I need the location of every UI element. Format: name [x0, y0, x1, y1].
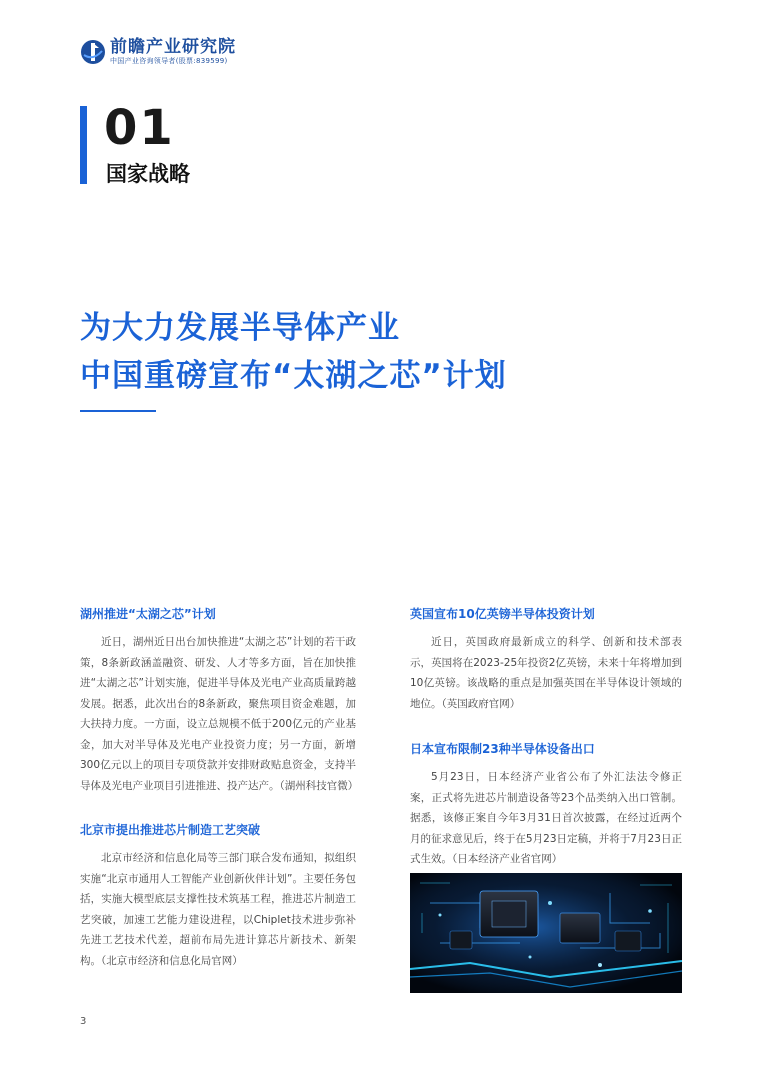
logo-name: 前瞻产业研究院 — [110, 37, 236, 57]
article-body: 近日，英国政府最新成立的科学、创新和技术部表示，英国将在2023-25年投资2亿英镑，未来十年将增加到10亿英镑。该战略的重点是加强英国在半导体设计领域的地位。（英国政府官网） — [410, 636, 682, 710]
section-title: 国家战略 — [106, 162, 190, 186]
page-number: 3 — [80, 1016, 87, 1027]
circuit-board-image — [410, 873, 682, 993]
article-beijing — [80, 822, 356, 971]
logo-icon — [80, 39, 106, 65]
page-headline — [80, 304, 680, 400]
article-body: 近日，湖州近日出台加快推进“太湖之芯”计划的若干政策，8条新政涵盖融资、研发、人才等多方面，旨在加快推进“太湖之芯”计划实施，促进半导体及光电产业高质量跨越发展。据悉，此次出台的8条新政，聚焦项目资金难题，加大扶持力度。一方面，设立总规模不低于200亿元的产业基金，加大对半导体及光电产业投资力度；另一方面，新增300亿元以上的项目专项贷款并安排财政贴息资金，支持半导体及光电产业项目引进推进、投产达产。（湖州科技官微） — [80, 636, 359, 792]
circuit-board-icon — [410, 873, 682, 993]
article-huzhou — [80, 606, 359, 796]
section-number: 01 — [104, 100, 175, 156]
headline-line-2: 中国重磅宣布“太湖之芯”计划 — [80, 358, 507, 394]
logo — [80, 38, 236, 66]
article-body: 5月23日，日本经济产业省公布了外汇法法令修正案，正式将先进芯片制造设备等23个品类纳入出口管制。据悉，该修正案自今年3月31日首次披露，在经过近两个月的征求意见后，终于在5月23日定稿，并将于7月23日正式生效。（日本经济产业省官网） — [410, 771, 682, 865]
article-body: 北京市经济和信息化局等三部门联合发布通知，拟组织实施“北京市通用人工智能产业创新伙伴计划”。主要任务包括，实施大模型底层支撑性技术筑基工程，推进芯片制造工艺突破，加速工艺能力建设进程，以Chiplet技术进步弥补先进工艺技术代差，超前布局先进计算芯片新技术、新架构。（北京市经济和信息化局官网） — [80, 852, 356, 967]
article-japan — [410, 741, 682, 870]
headline-line-1: 为大力发展半导体产业 — [80, 310, 400, 346]
article-uk — [410, 606, 682, 714]
article-title: 湖州推进“太湖之芯”计划 — [80, 607, 216, 621]
article-title: 北京市提出推进芯片制造工艺突破 — [80, 823, 261, 837]
article-title: 英国宣布10亿英镑半导体投资计划 — [410, 607, 595, 621]
logo-subtitle: 中国产业咨询领导者(股票:839599) — [110, 57, 228, 65]
section-accent-bar — [80, 106, 87, 184]
article-title: 日本宣布限制23种半导体设备出口 — [410, 742, 595, 756]
headline-divider — [80, 410, 156, 412]
